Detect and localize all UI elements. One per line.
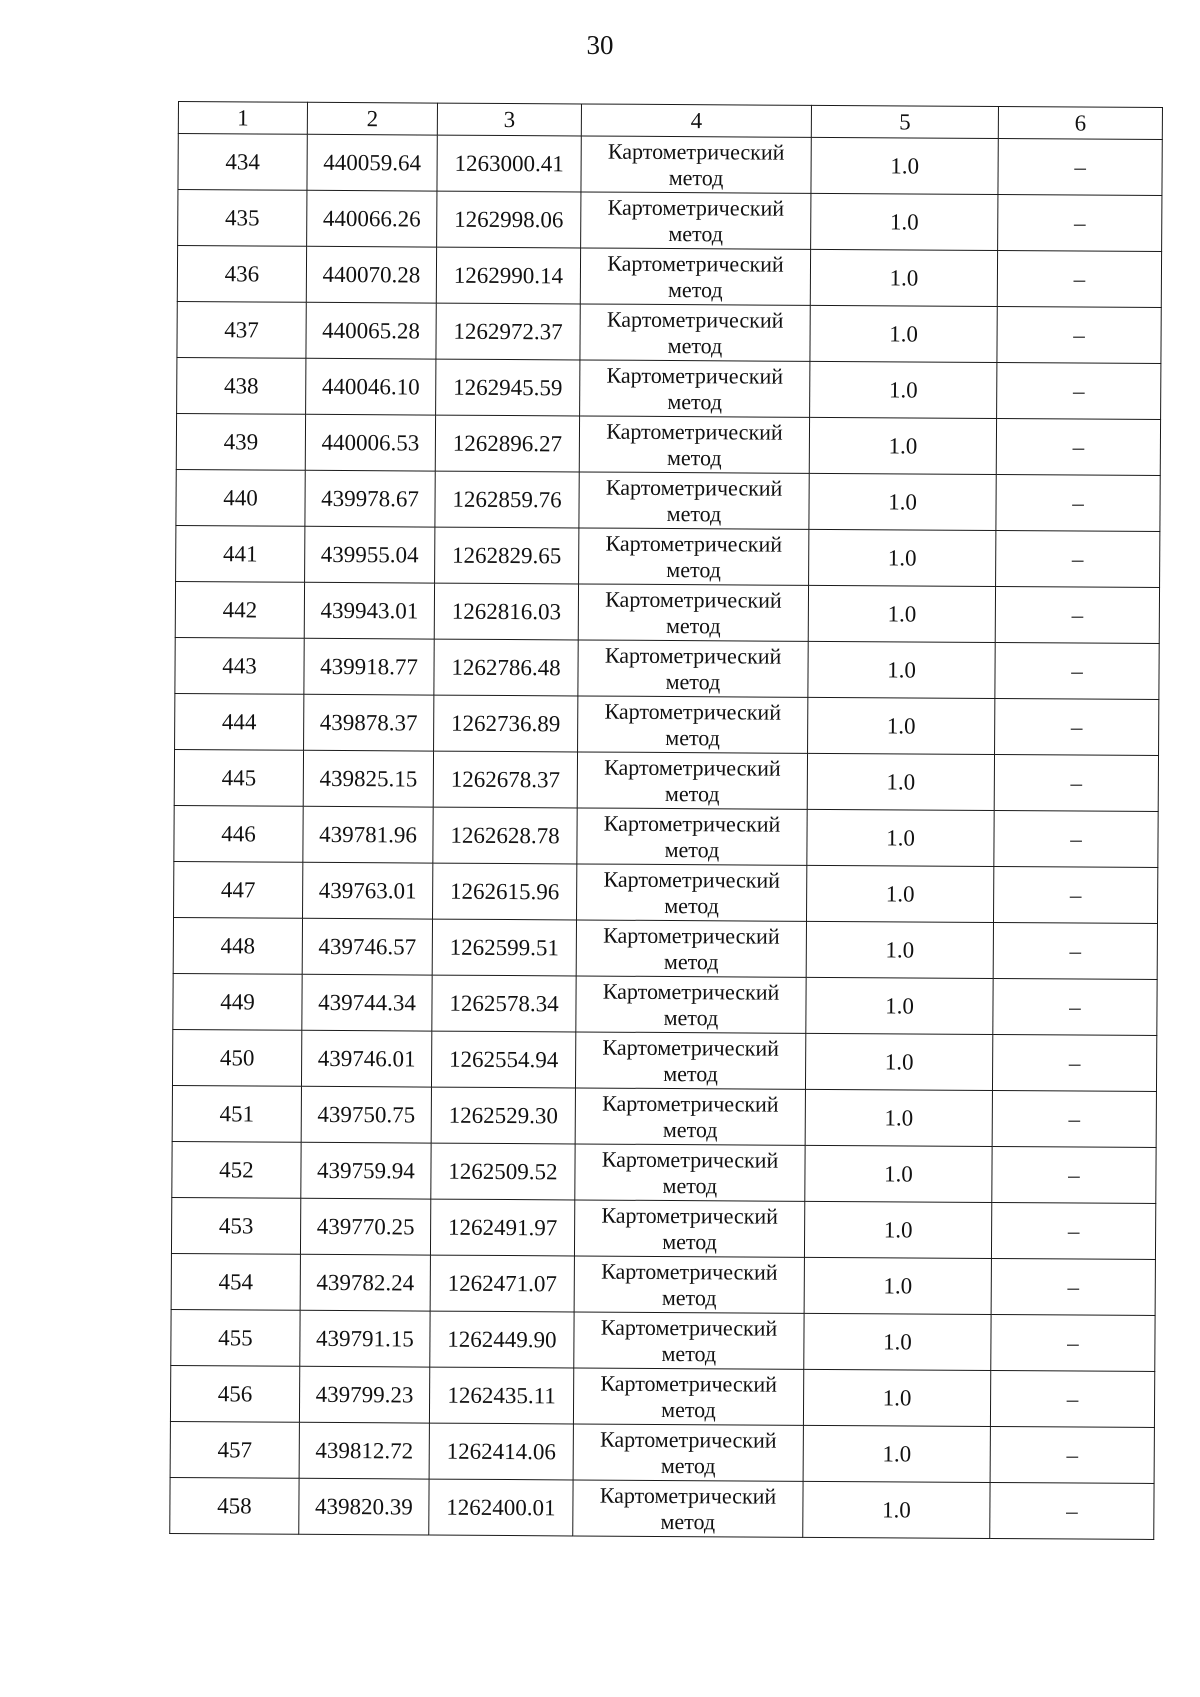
point-number-cell: 452 <box>172 1141 301 1198</box>
accuracy-cell: 1.0 <box>808 641 995 698</box>
method-line-1: Картометрический <box>606 306 784 333</box>
method-cell <box>577 864 807 921</box>
method-line-2: метод <box>664 892 719 918</box>
method-line-2: метод <box>662 1172 718 1198</box>
method-line-2: метод <box>665 724 720 750</box>
accuracy-cell: 1.0 <box>809 473 996 530</box>
table-row <box>177 246 1161 308</box>
table-body <box>170 134 1163 1540</box>
accuracy-cell: 1.0 <box>810 249 997 306</box>
point-number-cell: 453 <box>171 1197 300 1254</box>
header-col-2: 2 <box>307 102 437 135</box>
note-cell: – <box>993 978 1157 1035</box>
point-number-cell: 454 <box>171 1253 300 1310</box>
note-cell: – <box>992 1034 1156 1091</box>
method-cell <box>573 1368 803 1425</box>
x-coordinate-cell: 439791.15 <box>300 1310 430 1367</box>
method-cell <box>575 1088 805 1145</box>
x-coordinate-cell: 439763.01 <box>303 862 433 919</box>
method-line-1: Картометрический <box>602 1034 780 1061</box>
method-line-2: метод <box>666 444 722 470</box>
x-coordinate-cell: 439781.96 <box>303 806 433 863</box>
note-cell: – <box>997 251 1161 308</box>
table-row <box>175 693 1159 755</box>
x-coordinate-cell: 440046.10 <box>306 358 436 415</box>
table-row <box>176 469 1160 531</box>
note-cell: – <box>991 1314 1155 1371</box>
method-line-2: метод <box>663 1060 718 1086</box>
note-cell: – <box>992 1146 1156 1203</box>
note-cell: – <box>996 419 1160 476</box>
x-coordinate-cell: 439799.23 <box>299 1366 429 1423</box>
point-number-cell: 456 <box>170 1365 299 1422</box>
method-line-2: метод <box>662 1228 717 1254</box>
method-line-1: Картометрический <box>603 810 781 837</box>
x-coordinate-cell: 439943.01 <box>304 582 434 639</box>
method-line-1: Картометрический <box>604 642 782 669</box>
table-row <box>176 413 1160 475</box>
method-cell <box>579 416 809 473</box>
note-cell: – <box>994 810 1158 867</box>
accuracy-cell: 1.0 <box>805 1033 992 1090</box>
table-row <box>170 1365 1154 1427</box>
method-line-1: Картометрический <box>601 1258 778 1285</box>
accuracy-cell: 1.0 <box>811 193 998 250</box>
y-coordinate-cell: 1262736.89 <box>434 695 578 752</box>
method-cell <box>574 1200 804 1257</box>
x-coordinate-cell: 439744.34 <box>302 974 432 1031</box>
method-cell <box>576 976 806 1033</box>
table-row <box>174 805 1158 867</box>
point-number-cell: 448 <box>173 917 302 974</box>
y-coordinate-cell: 1262990.14 <box>436 247 580 304</box>
method-line-2: метод <box>660 1452 716 1478</box>
method-cell <box>581 192 811 249</box>
method-line-2: метод <box>667 332 723 358</box>
accuracy-cell: 1.0 <box>804 1313 991 1370</box>
method-line-1: Картометрический <box>607 194 785 221</box>
method-cell <box>577 752 807 809</box>
method-line-2: метод <box>661 1284 717 1310</box>
method-line-1: Картометрический <box>602 978 780 1005</box>
table-row <box>178 190 1162 252</box>
x-coordinate-cell: 439978.67 <box>305 470 435 527</box>
accuracy-cell: 1.0 <box>810 305 997 362</box>
accuracy-cell: 1.0 <box>804 1201 991 1258</box>
y-coordinate-cell: 1262945.59 <box>436 359 580 416</box>
point-number-cell: 445 <box>174 749 303 806</box>
table-row <box>172 1029 1156 1091</box>
accuracy-cell: 1.0 <box>809 417 996 474</box>
x-coordinate-cell: 439770.25 <box>300 1198 430 1255</box>
x-coordinate-cell: 439918.77 <box>304 638 434 695</box>
point-number-cell: 444 <box>175 693 304 750</box>
table-row <box>171 1253 1155 1315</box>
table-row <box>174 861 1158 923</box>
note-cell: – <box>993 922 1157 979</box>
accuracy-cell: 1.0 <box>809 529 996 586</box>
note-cell: – <box>990 1370 1154 1427</box>
method-line-2: метод <box>663 1004 719 1030</box>
method-line-2: метод <box>663 948 719 974</box>
y-coordinate-cell: 1262859.76 <box>435 471 579 528</box>
note-cell: – <box>995 643 1159 700</box>
accuracy-cell: 1.0 <box>803 1369 990 1426</box>
method-line-1: Картометрический <box>604 754 781 781</box>
x-coordinate-cell: 439812.72 <box>299 1422 429 1479</box>
method-line-2: метод <box>661 1340 717 1366</box>
point-number-cell: 437 <box>177 301 306 358</box>
note-cell: – <box>995 699 1159 756</box>
method-cell <box>578 696 808 753</box>
note-cell: – <box>991 1258 1155 1315</box>
x-coordinate-cell: 439955.04 <box>305 526 435 583</box>
method-line-2: метод <box>668 220 724 246</box>
method-cell <box>578 584 808 641</box>
method-cell <box>573 1480 803 1537</box>
point-number-cell: 442 <box>175 581 304 638</box>
accuracy-cell: 1.0 <box>803 1481 990 1538</box>
method-line-1: Картометрический <box>605 474 783 501</box>
method-line-1: Картометрический <box>605 530 783 557</box>
y-coordinate-cell: 1262786.48 <box>434 639 578 696</box>
method-cell <box>574 1256 804 1313</box>
x-coordinate-cell: 439878.37 <box>304 694 434 751</box>
method-cell <box>575 1144 805 1201</box>
y-coordinate-cell: 1262615.96 <box>433 863 577 920</box>
method-cell <box>580 248 810 305</box>
method-cell <box>576 920 806 977</box>
table-row <box>170 1477 1154 1539</box>
note-cell: – <box>990 1426 1154 1483</box>
accuracy-cell: 1.0 <box>805 1145 992 1202</box>
y-coordinate-cell: 1262554.94 <box>431 1031 575 1088</box>
x-coordinate-cell: 440059.64 <box>307 134 437 191</box>
table-row <box>173 973 1157 1035</box>
point-number-cell: 458 <box>170 1477 299 1534</box>
table-row <box>172 1085 1156 1147</box>
method-line-1: Картометрический <box>603 922 780 949</box>
note-cell: – <box>993 866 1157 923</box>
accuracy-cell: 1.0 <box>807 809 994 866</box>
point-number-cell: 436 <box>177 246 306 303</box>
note-cell: – <box>998 139 1162 196</box>
x-coordinate-cell: 439825.15 <box>303 750 433 807</box>
y-coordinate-cell: 1262471.07 <box>430 1255 574 1312</box>
note-cell: – <box>997 363 1161 420</box>
point-number-cell: 447 <box>174 861 303 918</box>
method-cell <box>579 472 809 529</box>
y-coordinate-cell: 1262449.90 <box>430 1311 574 1368</box>
method-cell <box>580 360 810 417</box>
table-row <box>178 134 1162 196</box>
point-number-cell: 434 <box>178 134 307 191</box>
method-line-2: метод <box>662 1116 718 1142</box>
method-line-1: Картометрический <box>603 866 781 893</box>
method-line-2: метод <box>660 1508 716 1534</box>
header-col-5: 5 <box>811 105 998 138</box>
method-cell <box>573 1424 803 1481</box>
table-row <box>177 357 1161 419</box>
note-cell: – <box>992 1090 1156 1147</box>
x-coordinate-cell: 439746.01 <box>301 1030 431 1087</box>
x-coordinate-cell: 440065.28 <box>306 302 436 359</box>
method-line-1: Картометрический <box>607 138 785 165</box>
point-number-cell: 438 <box>177 357 306 414</box>
method-line-2: метод <box>661 1396 716 1422</box>
method-cell <box>581 136 811 193</box>
accuracy-cell: 1.0 <box>808 585 995 642</box>
point-number-cell: 451 <box>172 1085 301 1142</box>
point-number-cell: 450 <box>172 1029 301 1086</box>
method-line-1: Картометрический <box>606 362 784 389</box>
note-cell: – <box>991 1202 1155 1259</box>
point-number-cell: 435 <box>178 190 307 247</box>
y-coordinate-cell: 1262896.27 <box>435 415 579 472</box>
method-cell <box>579 528 809 585</box>
accuracy-cell: 1.0 <box>810 361 997 418</box>
table-row <box>174 749 1158 811</box>
point-number-cell: 440 <box>176 469 305 526</box>
y-coordinate-cell: 1262578.34 <box>432 975 576 1032</box>
point-number-cell: 441 <box>176 525 305 582</box>
method-line-1: Картометрический <box>600 1370 777 1397</box>
header-col-1: 1 <box>178 102 307 135</box>
note-cell: – <box>996 531 1160 588</box>
method-line-2: метод <box>667 388 723 414</box>
note-cell: – <box>998 195 1162 252</box>
table-row <box>173 917 1157 979</box>
method-cell <box>574 1312 804 1369</box>
x-coordinate-cell: 439782.24 <box>300 1254 430 1311</box>
y-coordinate-cell: 1262435.11 <box>429 1367 573 1424</box>
table-row <box>172 1141 1156 1203</box>
method-line-2: метод <box>664 836 720 862</box>
table-row <box>177 301 1161 363</box>
accuracy-cell: 1.0 <box>808 697 995 754</box>
note-cell: – <box>996 475 1160 532</box>
table-row <box>175 637 1159 699</box>
y-coordinate-cell: 1262829.65 <box>435 527 579 584</box>
y-coordinate-cell: 1263000.41 <box>437 135 581 192</box>
header-col-3: 3 <box>437 103 581 136</box>
point-number-cell: 443 <box>175 637 304 694</box>
method-line-2: метод <box>665 668 721 694</box>
table-row <box>170 1421 1154 1483</box>
method-cell <box>578 640 808 697</box>
y-coordinate-cell: 1262816.03 <box>434 583 578 640</box>
y-coordinate-cell: 1262491.97 <box>430 1199 574 1256</box>
method-line-1: Картометрический <box>604 698 782 725</box>
method-line-1: Картометрический <box>600 1314 778 1341</box>
y-coordinate-cell: 1262628.78 <box>433 807 577 864</box>
method-line-2: метод <box>667 276 723 302</box>
x-coordinate-cell: 440006.53 <box>305 414 435 471</box>
point-number-cell: 457 <box>170 1421 299 1478</box>
point-number-cell: 449 <box>173 973 302 1030</box>
method-line-2: метод <box>668 164 724 190</box>
accuracy-cell: 1.0 <box>807 865 994 922</box>
method-line-2: метод <box>666 500 722 526</box>
page-number: 30 <box>586 30 614 60</box>
method-line-1: Картометрический <box>601 1202 779 1229</box>
note-cell: – <box>990 1482 1154 1539</box>
method-line-2: метод <box>666 556 722 582</box>
point-number-cell: 439 <box>176 413 305 470</box>
method-line-1: Картометрический <box>600 1426 777 1453</box>
method-line-1: Картометрический <box>605 586 782 613</box>
y-coordinate-cell: 1262678.37 <box>433 751 577 808</box>
point-number-cell: 455 <box>171 1309 300 1366</box>
header-col-6: 6 <box>998 107 1162 140</box>
accuracy-cell: 1.0 <box>811 137 998 194</box>
x-coordinate-cell: 439750.75 <box>301 1086 431 1143</box>
accuracy-cell: 1.0 <box>807 753 994 810</box>
method-line-1: Картометрический <box>599 1482 777 1509</box>
x-coordinate-cell: 439746.57 <box>302 918 432 975</box>
method-line-2: метод <box>664 780 720 806</box>
note-cell: – <box>995 587 1159 644</box>
table-row <box>175 581 1159 643</box>
accuracy-cell: 1.0 <box>804 1257 991 1314</box>
method-cell <box>580 304 810 361</box>
table-row <box>176 525 1160 587</box>
point-number-cell: 446 <box>174 805 303 862</box>
method-line-1: Картометрический <box>606 418 783 445</box>
header-col-4: 4 <box>581 104 811 137</box>
coordinates-table <box>169 101 1163 1540</box>
x-coordinate-cell: 439820.39 <box>299 1478 429 1535</box>
y-coordinate-cell: 1262529.30 <box>431 1087 575 1144</box>
y-coordinate-cell: 1262509.52 <box>431 1143 575 1200</box>
y-coordinate-cell: 1262599.51 <box>432 919 576 976</box>
table-row <box>171 1309 1155 1371</box>
table-row <box>171 1197 1155 1259</box>
accuracy-cell: 1.0 <box>805 1089 992 1146</box>
y-coordinate-cell: 1262972.37 <box>436 303 580 360</box>
method-line-1: Картометрический <box>602 1090 779 1117</box>
y-coordinate-cell: 1262414.06 <box>429 1423 573 1480</box>
method-line-1: Картометрический <box>607 250 784 277</box>
y-coordinate-cell: 1262400.01 <box>429 1479 573 1536</box>
y-coordinate-cell: 1262998.06 <box>437 191 581 248</box>
accuracy-cell: 1.0 <box>806 977 993 1034</box>
method-cell <box>575 1032 805 1089</box>
accuracy-cell: 1.0 <box>806 921 993 978</box>
note-cell: – <box>997 307 1161 364</box>
accuracy-cell: 1.0 <box>803 1425 990 1482</box>
method-cell <box>577 808 807 865</box>
method-line-1: Картометрический <box>601 1146 779 1173</box>
note-cell: – <box>994 755 1158 812</box>
method-line-2: метод <box>665 612 721 638</box>
x-coordinate-cell: 440066.26 <box>307 190 437 247</box>
x-coordinate-cell: 440070.28 <box>306 246 436 303</box>
x-coordinate-cell: 439759.94 <box>301 1142 431 1199</box>
